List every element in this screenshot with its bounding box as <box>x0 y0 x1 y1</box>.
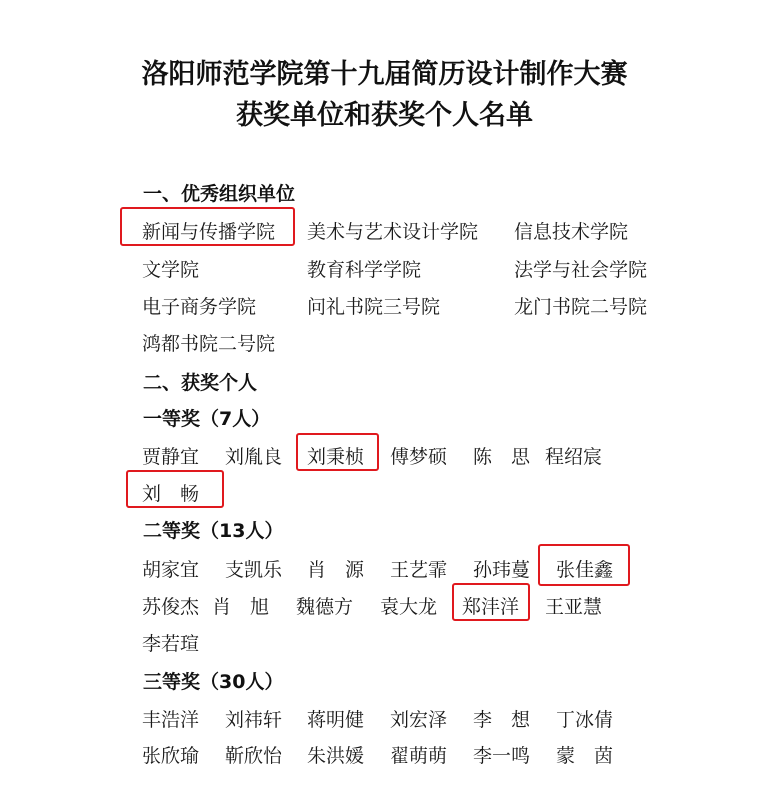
unit-item: 鸿都书院二号院 <box>142 333 276 355</box>
second-prize-name: 袁大龙 <box>380 596 438 618</box>
unit-item: 信息技术学院 <box>514 221 629 243</box>
unit-item: 电子商务学院 <box>142 296 257 318</box>
third-prize-name: 刘宏泽 <box>390 709 448 731</box>
second-prize-name: 肖 源 <box>307 559 365 581</box>
third-prize-name: 李 想 <box>473 709 531 731</box>
section-heading-individuals: 二、获奖个人 <box>143 372 258 394</box>
third-prize-name: 蒋明健 <box>307 709 365 731</box>
unit-item: 美术与艺术设计学院 <box>307 221 479 243</box>
second-prize-name: 苏俊杰 <box>142 596 200 618</box>
second-prize-name: 李若瑄 <box>142 633 200 655</box>
second-prize-name: 郑沣洋 <box>462 596 520 618</box>
second-prize-name: 肖 旭 <box>212 596 270 618</box>
first-prize-name: 贾静宜 <box>142 446 200 468</box>
page-title-line-1: 洛阳师范学院第十九届简历设计制作大赛 <box>141 59 628 90</box>
second-prize-name: 魏德方 <box>296 596 354 618</box>
third-prize-name: 丰浩洋 <box>142 709 200 731</box>
unit-item: 法学与社会学院 <box>514 259 648 281</box>
third-prize-name: 靳欣怡 <box>225 745 283 767</box>
section-heading-units: 一、优秀组织单位 <box>143 183 296 205</box>
highlight-box-unit <box>120 207 295 246</box>
third-prize-heading: 三等奖（30人） <box>143 671 284 693</box>
highlight-box-first-prize-b <box>126 470 224 508</box>
highlight-box-first-prize-a <box>296 433 379 471</box>
page-title-line-2: 获奖单位和获奖个人名单 <box>236 100 533 131</box>
unit-item: 文学院 <box>142 259 200 281</box>
second-prize-name: 孙玮蔓 <box>473 559 531 581</box>
unit-item: 新闻与传播学院 <box>142 221 276 243</box>
unit-item: 教育科学学院 <box>307 259 422 281</box>
second-prize-name: 王艺霏 <box>390 559 448 581</box>
first-prize-name: 刘胤良 <box>225 446 283 468</box>
first-prize-name: 程绍宸 <box>545 446 603 468</box>
highlight-box-second-prize-b <box>452 583 530 621</box>
first-prize-heading: 一等奖（7人） <box>143 408 271 430</box>
second-prize-name: 胡家宜 <box>142 559 200 581</box>
unit-item: 龙门书院二号院 <box>514 296 648 318</box>
third-prize-name: 张欣瑜 <box>142 745 200 767</box>
third-prize-name: 刘祎轩 <box>225 709 283 731</box>
first-prize-name: 刘秉桢 <box>307 446 365 468</box>
highlight-box-second-prize-a <box>538 544 630 586</box>
third-prize-name: 翟萌萌 <box>390 745 448 767</box>
first-prize-name: 陈 思 <box>473 446 531 468</box>
second-prize-name: 王亚慧 <box>545 596 603 618</box>
third-prize-name: 丁冰倩 <box>556 709 614 731</box>
second-prize-name: 支凯乐 <box>225 559 283 581</box>
second-prize-heading: 二等奖（13人） <box>143 520 284 542</box>
first-prize-name: 傅梦硕 <box>390 446 448 468</box>
second-prize-name: 张佳鑫 <box>556 559 614 581</box>
first-prize-name: 刘 畅 <box>142 483 200 505</box>
third-prize-name: 朱洪媛 <box>307 745 365 767</box>
third-prize-name: 蒙 茵 <box>556 745 614 767</box>
unit-item: 问礼书院三号院 <box>307 296 441 318</box>
third-prize-name: 李一鸣 <box>473 745 531 767</box>
